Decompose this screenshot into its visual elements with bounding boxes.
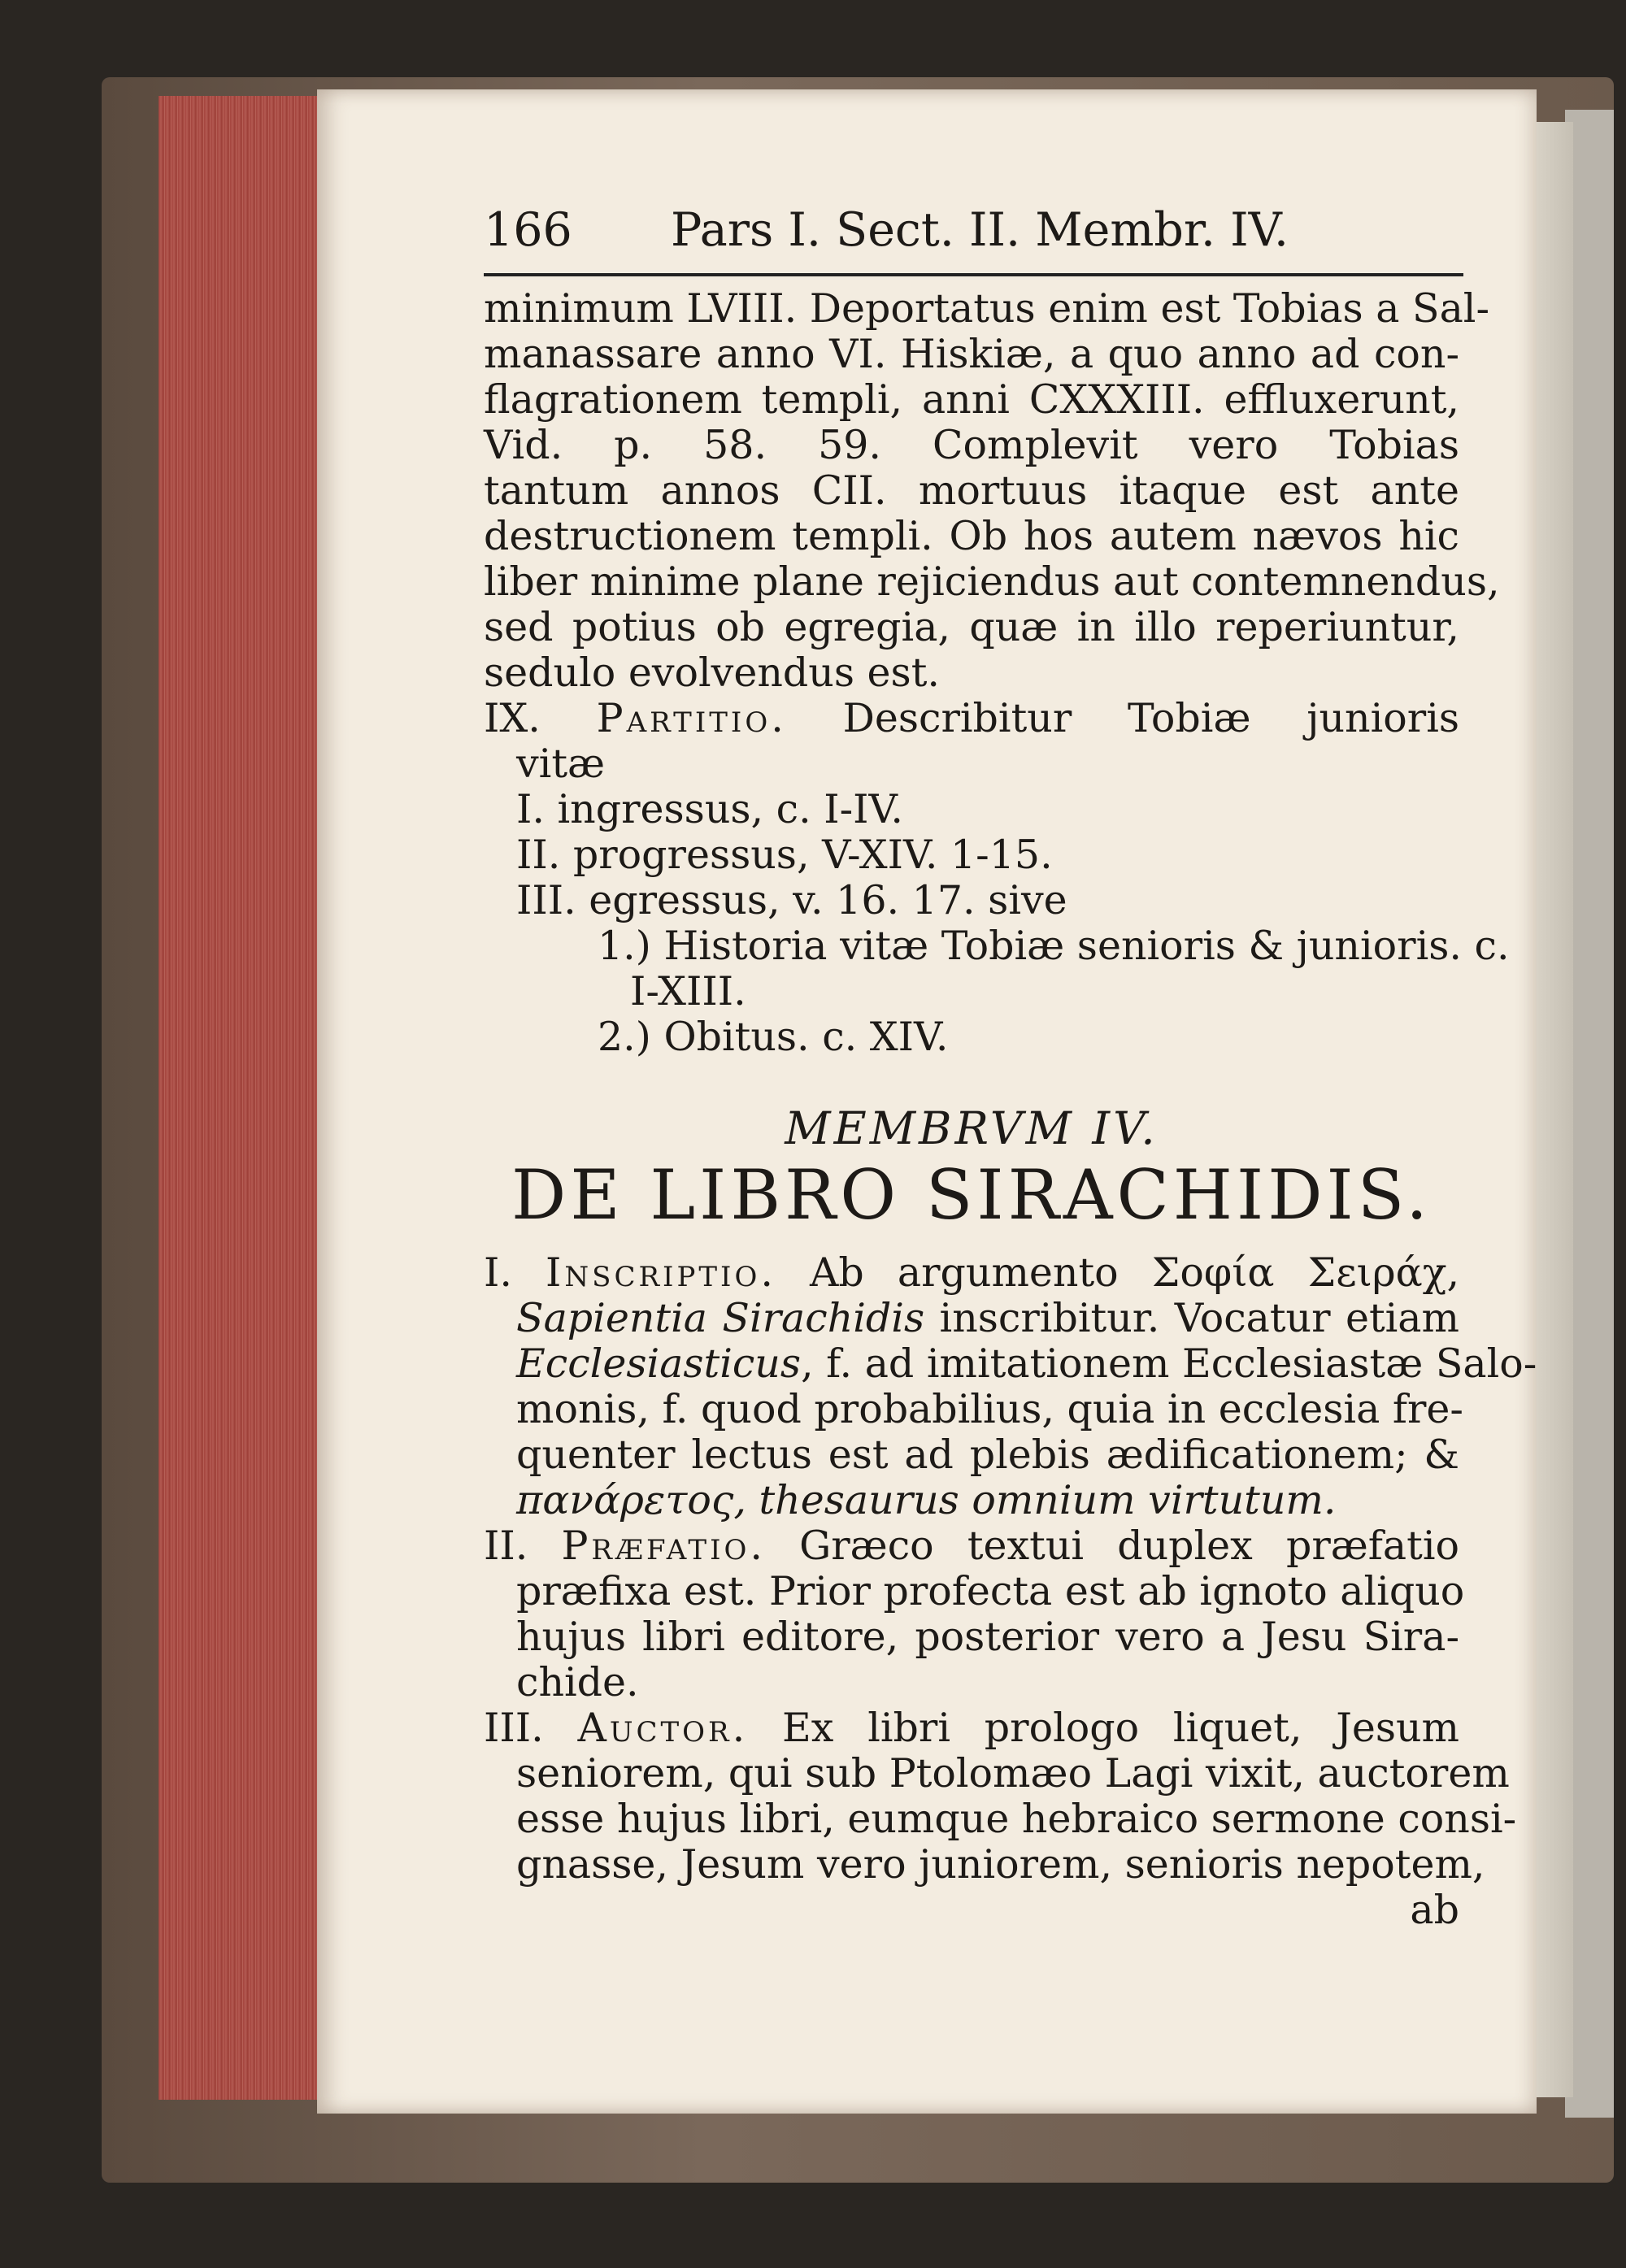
praefatio-section: [484, 1523, 1465, 1705]
text-line: gnasse, Jesum vero juniorem, senioris nepotem,: [516, 1841, 1485, 1888]
section-number: III.: [484, 1705, 544, 1751]
facing-page-edge: [1537, 122, 1573, 2097]
text-line: hujus libri editore, posterior vero a Jesu Sira-: [516, 1614, 1459, 1660]
section-label: Præfatio.: [561, 1523, 766, 1569]
chapter-heading: DE LIBRO SIRACHIDIS.: [511, 1155, 1432, 1235]
text-segment: Græco textui duplex præfatio: [799, 1523, 1460, 1569]
text-segment: Ab argumento Σοφία Σειράχ,: [810, 1249, 1460, 1296]
running-title: Pars I. Sect. II. Membr. IV.: [671, 203, 1289, 257]
sub-list-item: 1.) Historia vitæ Tobiæ senioris & junioris. c.: [598, 923, 1510, 969]
text-line: minimum LVIII. Deportatus enim est Tobias a Sal-: [484, 285, 1490, 332]
auctor-section: [484, 1705, 1517, 1933]
list-item: II. progressus, V-XIV. 1-15.: [516, 832, 1053, 878]
section-label: Partitio.: [596, 695, 787, 741]
red-page-edges: [159, 96, 320, 2100]
list-item: I. ingressus, c. I-IV.: [516, 786, 903, 832]
text-line: seniorem, qui sub Ptolomæo Lagi vixit, auctorem: [516, 1750, 1510, 1797]
italic-segment: Sapientia Sirachidis: [516, 1295, 925, 1341]
section-label: Auctor.: [577, 1705, 749, 1751]
section-number: I.: [484, 1249, 512, 1296]
inscriptio-section: [484, 1249, 1537, 1523]
text-line: quenter lectus est ad plebis ædificationem; &: [516, 1432, 1459, 1478]
text-segment: Ex libri prologo liquet, Jesum: [782, 1705, 1459, 1751]
catchword: ab: [1410, 1887, 1459, 1933]
text-segment: , f. ad imitationem Ecclesiastæ Salo-: [801, 1340, 1537, 1387]
text-line: præfixa est. Prior profecta est ab ignoto aliquo: [516, 1568, 1465, 1614]
text-segment: inscribitur. Vocatur etiam: [924, 1295, 1459, 1341]
text-line: flagrationem templi, anni CXXXIII. effluxerunt,: [484, 376, 1459, 423]
page-number: 166: [484, 203, 572, 257]
text-segment: Describitur Tobiæ junioris: [842, 695, 1460, 741]
section-number: IX.: [484, 695, 541, 741]
running-header: [484, 203, 1459, 268]
sub-list-item: 2.) Obitus. c. XIV.: [598, 1014, 949, 1060]
text-line: sed potius ob egregia, quæ in illo reperiuntur,: [484, 604, 1459, 650]
top-paragraph: [484, 285, 1500, 696]
list-item: III. egressus, v. 16. 17. sive: [516, 877, 1067, 923]
header-rule: [484, 273, 1463, 276]
italic-segment: Ecclesiasticus: [516, 1340, 802, 1387]
greek-word: πανάρετος: [516, 1477, 734, 1523]
text-line: chide.: [516, 1659, 639, 1705]
text-line: sedulo evolvendus est.: [484, 650, 940, 696]
text-line: destructionem templi. Ob hos autem nævos hic: [484, 513, 1459, 559]
section-number: II.: [484, 1523, 528, 1569]
italic-segment: , thesaurus omnium virtutum.: [733, 1477, 1337, 1523]
sub-list-item: I-XIII.: [630, 968, 746, 1015]
page-text: [484, 203, 1537, 1933]
section-label: Inscriptio.: [546, 1249, 776, 1296]
text-line: esse hujus libri, eumque hebraico sermone consi-: [516, 1796, 1517, 1842]
membrum-title: MEMBRVM IV.: [785, 1102, 1159, 1154]
partitio-section: [484, 695, 1510, 1060]
text-line: monis, f. quod probabilius, quia in ecclesia fre-: [516, 1386, 1463, 1432]
text-line: Vid. p. 58. 59. Complevit vero Tobias: [484, 422, 1459, 468]
text-line: tantum annos CII. mortuus itaque est ante: [484, 467, 1459, 514]
text-line: manassare anno VI. Hiskiæ, a quo anno ad con-: [484, 331, 1459, 377]
text-line: vitæ: [516, 741, 606, 787]
text-line: liber minime plane rejiciendus aut contemnendus,: [484, 558, 1500, 605]
